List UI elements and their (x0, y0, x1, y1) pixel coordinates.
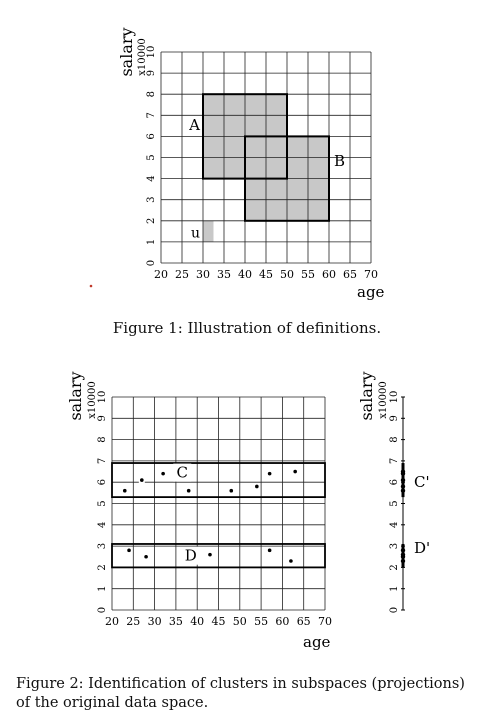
x-tick-label: 20 (154, 268, 168, 281)
data-point (229, 489, 233, 493)
y-tick-label: 4 (146, 175, 157, 182)
projection-y-tick-label: 7 (389, 457, 400, 465)
region-a-label: A (189, 116, 200, 135)
x-axis-label: age (357, 283, 385, 301)
cluster-c-label: C (176, 463, 189, 482)
data-point (289, 559, 293, 563)
x-tick-label: 60 (322, 268, 336, 281)
x-tick-label: 25 (126, 615, 141, 628)
data-point (140, 478, 144, 482)
unit-label: u (190, 225, 200, 242)
y-tick-label: 8 (97, 436, 108, 443)
data-point (144, 555, 148, 559)
x-axis-label: age (303, 633, 331, 651)
x-tick-label: 50 (232, 615, 247, 628)
figure-2-projection-plot (357, 371, 430, 613)
projection-y-tick-label: 1 (389, 585, 400, 592)
x-tick-label: 25 (175, 268, 189, 281)
y-tick-label: 3 (97, 542, 108, 550)
y-axis-label: salary (117, 27, 136, 77)
projection-y-tick-label: 0 (389, 606, 400, 614)
figure-1-plot (117, 27, 385, 301)
y-tick-label: 0 (97, 606, 108, 614)
y-axis-multiplier: x10000 (87, 381, 98, 419)
y-tick-label: 3 (146, 196, 157, 203)
data-point (268, 472, 272, 476)
y-tick-label: 2 (146, 217, 157, 224)
y-tick-label: 0 (146, 259, 157, 267)
y-tick-label: 6 (146, 133, 157, 140)
figure-2-caption-line-2: of the original data space. (16, 695, 209, 711)
cluster-d-label: D (184, 546, 197, 565)
x-tick-label: 35 (217, 268, 231, 281)
projection-y-tick-label: 5 (389, 500, 400, 507)
data-point (255, 485, 259, 489)
y-tick-label: 9 (146, 69, 157, 77)
cluster-d-prime-label: D' (414, 539, 431, 558)
data-point (127, 549, 131, 553)
x-tick-label: 35 (168, 615, 183, 628)
y-tick-label: 10 (97, 390, 108, 404)
projection-y-tick-label: 9 (389, 415, 400, 422)
data-point (208, 553, 212, 557)
x-tick-label: 40 (190, 615, 205, 628)
y-tick-label: 9 (97, 415, 108, 422)
projected-point (401, 478, 405, 482)
y-tick-label: 6 (97, 479, 108, 486)
projection-y-axis-multiplier: x10000 (378, 381, 389, 419)
unit-cell-fill (203, 221, 214, 242)
x-tick-label: 70 (318, 615, 332, 628)
x-tick-label: 70 (364, 268, 378, 281)
data-point (123, 489, 127, 493)
y-axis-multiplier: x10000 (137, 38, 148, 76)
projected-point (401, 552, 405, 556)
x-tick-label: 40 (238, 268, 252, 281)
x-tick-label: 30 (196, 268, 210, 281)
x-tick-label: 65 (296, 615, 311, 628)
projected-point (401, 559, 405, 563)
projection-y-tick-label: 4 (389, 521, 400, 528)
projected-point (401, 484, 405, 488)
y-axis-label: salary (66, 371, 85, 421)
data-point (268, 549, 272, 553)
y-tick-label: 4 (97, 521, 108, 528)
x-tick-label: 55 (254, 615, 269, 628)
y-tick-label: 5 (97, 500, 108, 507)
x-tick-label: 60 (275, 615, 290, 628)
y-tick-label: 5 (146, 154, 157, 161)
y-tick-label: 8 (146, 91, 157, 98)
x-tick-label: 50 (280, 268, 294, 281)
figure-2-caption (16, 675, 492, 713)
y-tick-label: 2 (97, 564, 108, 571)
projection-y-axis-label: salary (357, 371, 376, 421)
y-tick-label: 10 (146, 45, 157, 59)
projection-y-tick-label: 8 (389, 436, 400, 443)
projection-y-tick-label: 2 (389, 564, 400, 571)
cluster-c-prime-label: C' (414, 473, 430, 492)
stray-mark (90, 285, 93, 288)
x-tick-label: 45 (211, 615, 226, 628)
x-tick-label: 30 (147, 615, 162, 628)
y-tick-label: 7 (97, 457, 108, 465)
projected-point (401, 489, 405, 493)
region-b-label: B (334, 151, 346, 170)
y-tick-label: 7 (146, 112, 157, 119)
data-point (293, 470, 297, 474)
y-tick-label: 1 (146, 238, 157, 246)
projected-point (401, 469, 405, 473)
projected-point (401, 548, 405, 552)
x-tick-label: 65 (343, 268, 357, 281)
projection-y-tick-label: 10 (389, 390, 400, 404)
figure-1-caption: Figure 1: Illustration of definitions. (112, 319, 382, 337)
data-point (187, 489, 191, 493)
projection-y-tick-label: 3 (389, 542, 400, 550)
x-tick-label: 55 (301, 268, 315, 281)
x-tick-label: 20 (105, 615, 119, 628)
x-tick-label: 45 (259, 268, 273, 281)
figure-2-plot (66, 371, 332, 651)
figure-2-caption-line-1: Figure 2: Identification of clusters in subspaces (projections) (16, 676, 465, 692)
projection-y-tick-label: 6 (389, 479, 400, 486)
data-point (161, 472, 165, 476)
y-tick-label: 1 (97, 585, 108, 592)
